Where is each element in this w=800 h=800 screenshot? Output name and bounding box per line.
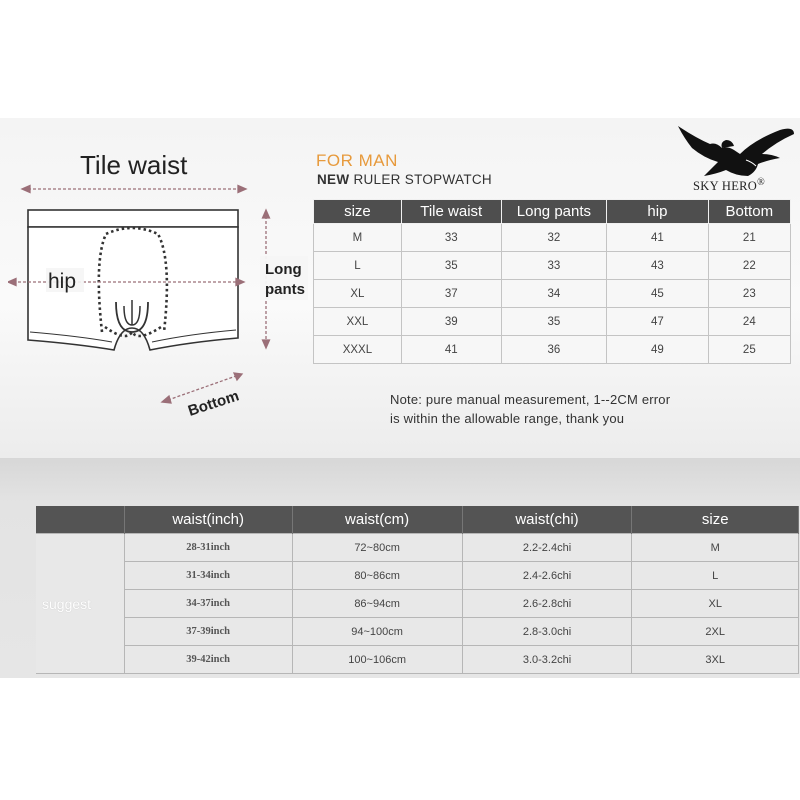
col-hip: hip <box>607 200 708 224</box>
cell: 45 <box>607 280 708 308</box>
table-row <box>314 308 791 336</box>
long-pants-label-line1: Long <box>265 261 302 278</box>
cell: 25 <box>708 336 790 364</box>
cell: 2.8-3.0chi <box>462 618 632 646</box>
table-row <box>36 534 799 562</box>
col-waist-chi: waist(chi) <box>462 506 632 534</box>
waist-suggestion-table <box>36 506 799 674</box>
cell: 86~94cm <box>292 590 462 618</box>
cell: 43 <box>607 252 708 280</box>
table-row <box>36 618 799 646</box>
cell: XL <box>632 590 799 618</box>
note-line-2: is within the allowable range, thank you <box>390 411 625 426</box>
cell: 2XL <box>632 618 799 646</box>
col-size: size <box>632 506 799 534</box>
col-long-pants: Long pants <box>501 200 607 224</box>
cell: XXL <box>314 308 402 336</box>
ruler-rest: RULER STOPWATCH <box>349 172 492 187</box>
cell: 72~80cm <box>292 534 462 562</box>
cell: 3.0-3.2chi <box>462 646 632 674</box>
table-row <box>36 646 799 674</box>
cell: 37-39inch <box>124 618 292 646</box>
cell: 35 <box>501 308 607 336</box>
waistband <box>28 210 238 227</box>
cell: 21 <box>708 224 790 252</box>
cell: L <box>314 252 402 280</box>
size-table-header <box>314 200 791 224</box>
cell: M <box>632 534 799 562</box>
measurement-note <box>390 390 670 428</box>
cell: 36 <box>501 336 607 364</box>
waist-table-header <box>36 506 799 534</box>
ruler-prefix: NEW <box>317 172 350 187</box>
table-row <box>36 562 799 590</box>
boxer-brief-diagram <box>8 182 308 422</box>
cell: 33 <box>401 224 501 252</box>
col-bottom: Bottom <box>708 200 790 224</box>
table-row <box>314 252 791 280</box>
cell: XXXL <box>314 336 402 364</box>
long-pants-label-line2: pants <box>265 281 306 298</box>
cell: 80~86cm <box>292 562 462 590</box>
cell: 39 <box>401 308 501 336</box>
cell: 39-42inch <box>124 646 292 674</box>
brand-name-text: SKY HERO <box>693 179 758 194</box>
cell: 31-34inch <box>124 562 292 590</box>
col-empty <box>36 506 124 534</box>
suggest-label: suggest <box>36 534 124 674</box>
brand-name <box>693 177 765 194</box>
col-waist-cm: waist(cm) <box>292 506 462 534</box>
cell: 2.6-2.8chi <box>462 590 632 618</box>
cell: 33 <box>501 252 607 280</box>
cell: 28-31inch <box>124 534 292 562</box>
ruler-stopwatch-heading <box>317 172 492 187</box>
diagram-title: Tile waist <box>80 150 188 180</box>
cell: 2.4-2.6chi <box>462 562 632 590</box>
cell: M <box>314 224 402 252</box>
cell: 34 <box>501 280 607 308</box>
registered-mark: ® <box>757 177 766 188</box>
col-tile-waist: Tile waist <box>401 200 501 224</box>
cell: XL <box>314 280 402 308</box>
cell: L <box>632 562 799 590</box>
size-chart-table <box>313 199 791 364</box>
cell: 100~106cm <box>292 646 462 674</box>
cell: 32 <box>501 224 607 252</box>
cell: 2.2-2.4chi <box>462 534 632 562</box>
cell: 47 <box>607 308 708 336</box>
table-row <box>36 590 799 618</box>
note-line-1: Note: pure manual measurement, 1--2CM error <box>390 392 671 407</box>
cell: 24 <box>708 308 790 336</box>
waist-measure-arrow <box>22 186 246 193</box>
cell: 23 <box>708 280 790 308</box>
for-man-heading: FOR MAN <box>316 151 398 170</box>
col-waist-inch: waist(inch) <box>124 506 292 534</box>
cell: 3XL <box>632 646 799 674</box>
cell: 94~100cm <box>292 618 462 646</box>
table-row <box>314 280 791 308</box>
col-size: size <box>314 200 402 224</box>
cell: 49 <box>607 336 708 364</box>
cell: 41 <box>607 224 708 252</box>
bottom-label: Bottom <box>185 387 242 420</box>
cell: 37 <box>401 280 501 308</box>
table-row <box>314 336 791 364</box>
cell: 35 <box>401 252 501 280</box>
cell: 41 <box>401 336 501 364</box>
hip-label: hip <box>48 270 77 293</box>
table-row <box>314 224 791 252</box>
cell: 34-37inch <box>124 590 292 618</box>
cell: 22 <box>708 252 790 280</box>
